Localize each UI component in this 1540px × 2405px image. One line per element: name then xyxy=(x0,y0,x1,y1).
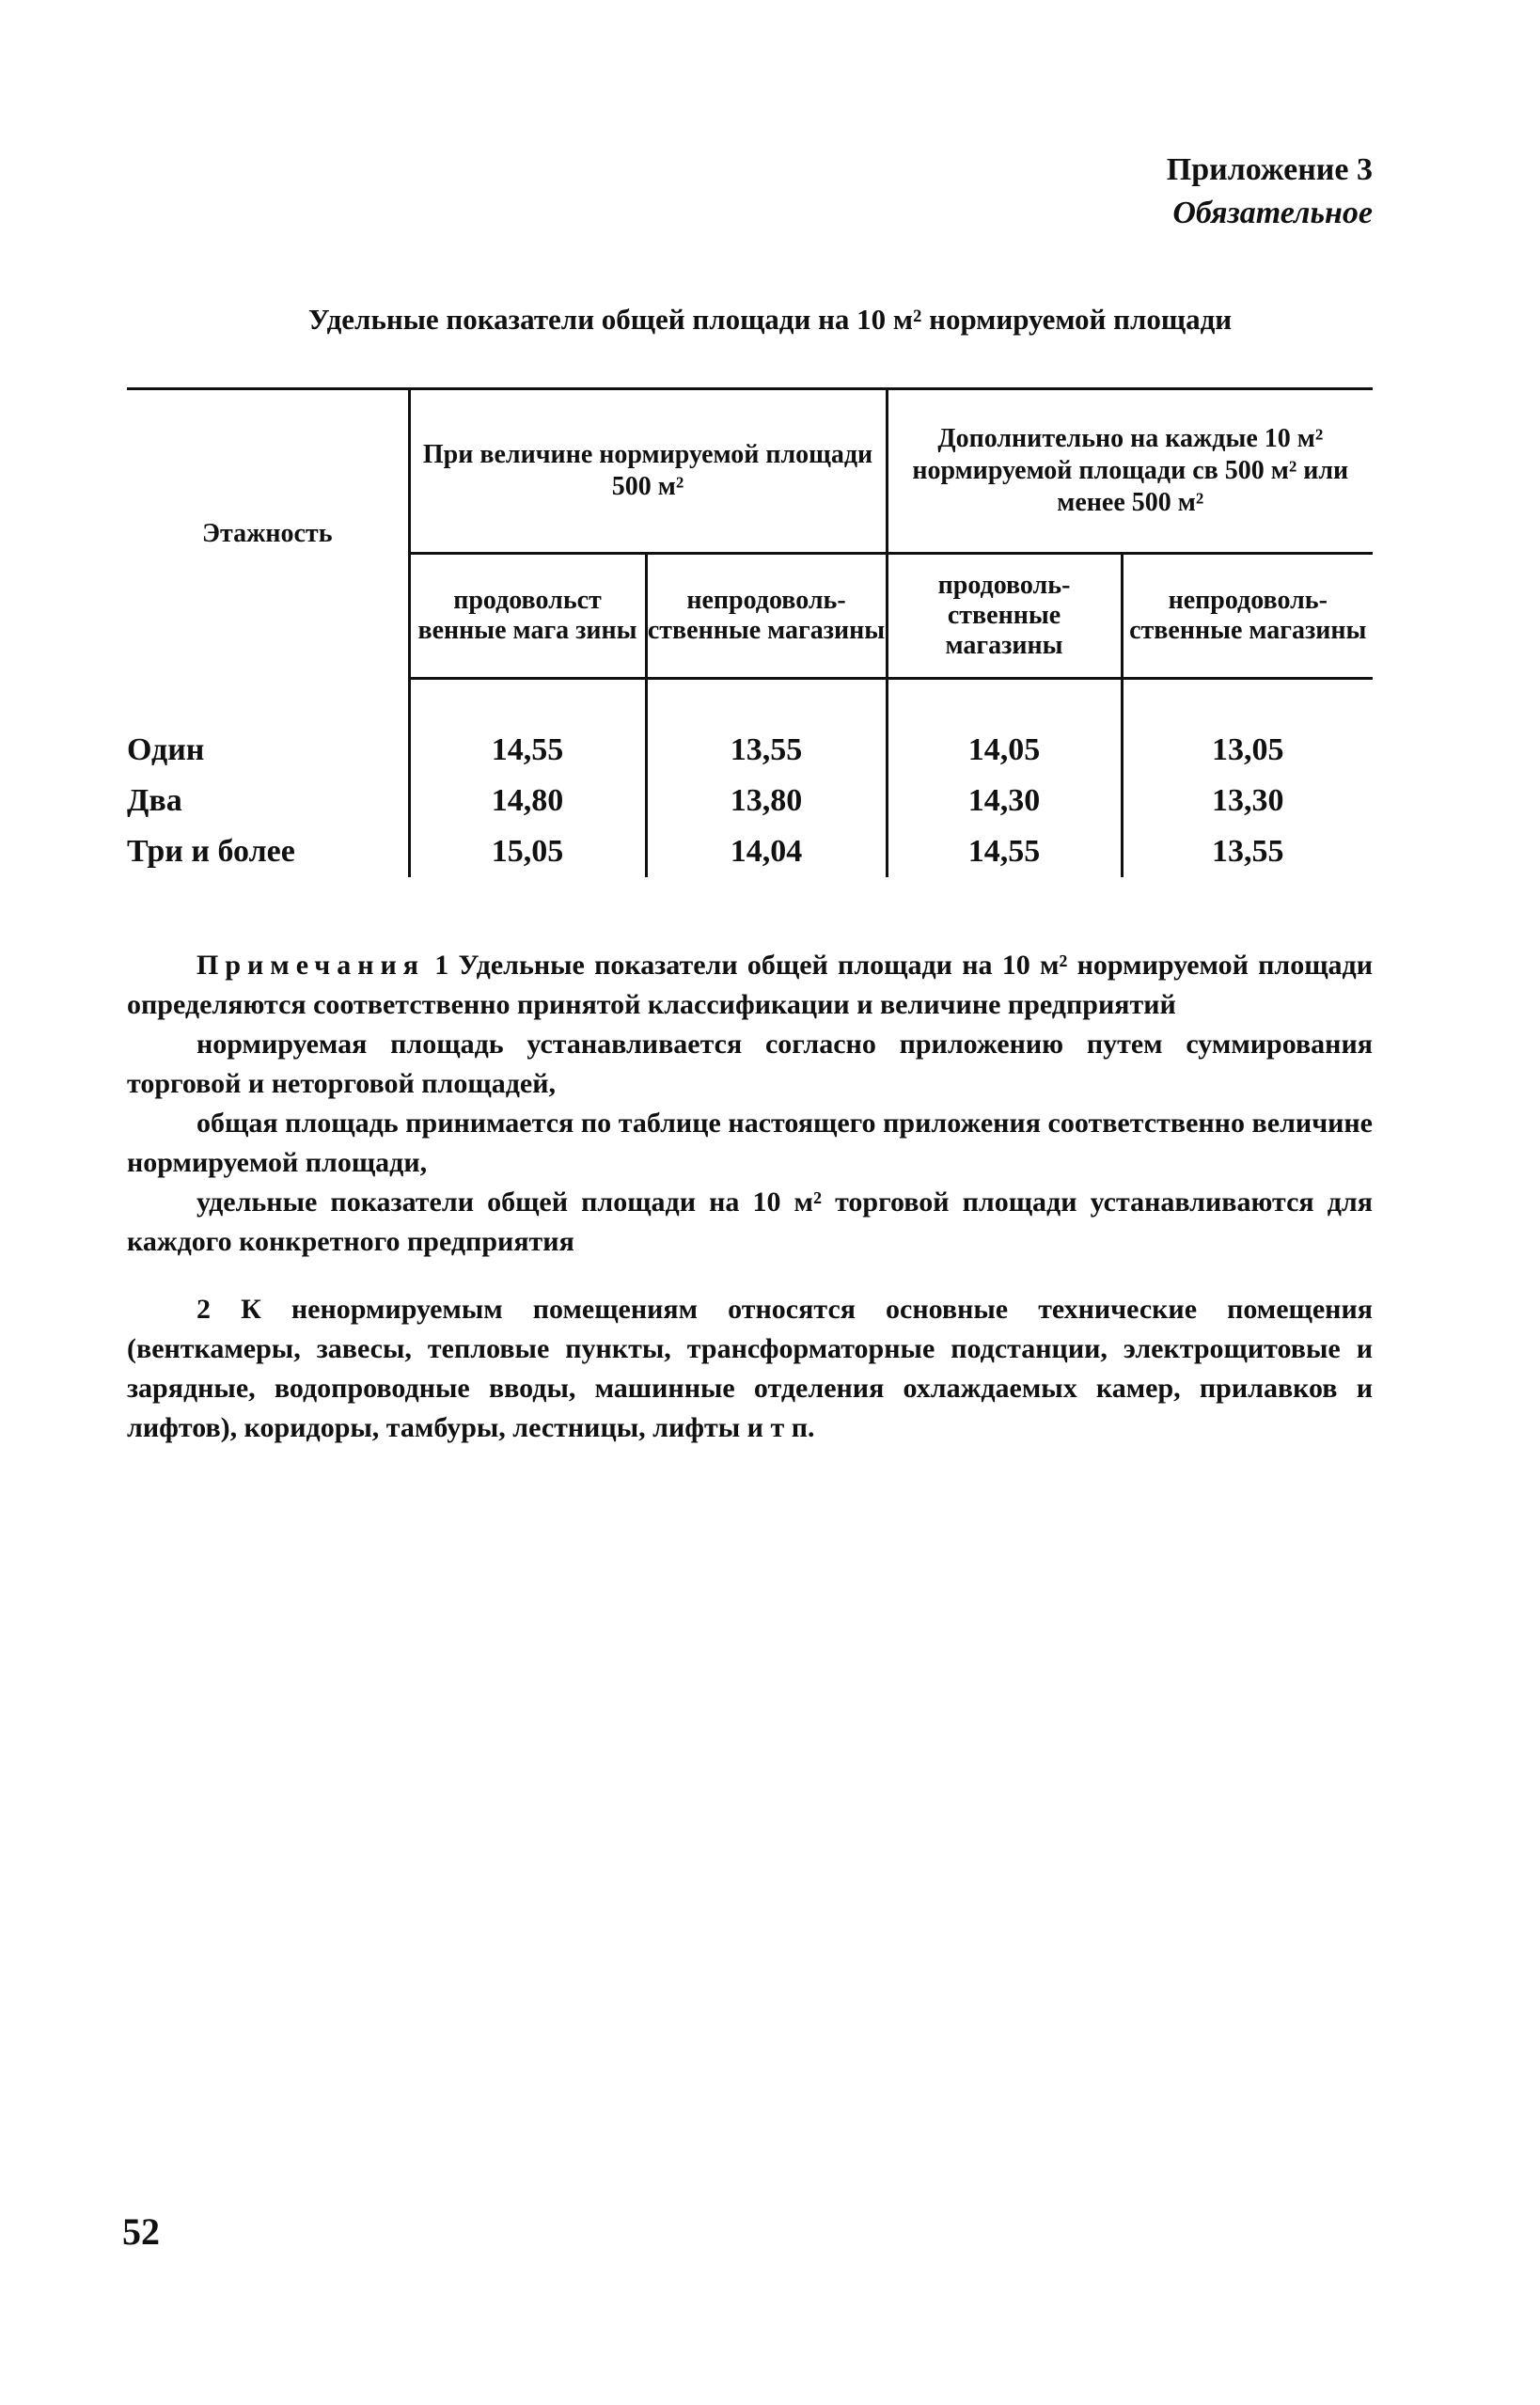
table-cell: 13,05 xyxy=(1122,725,1373,776)
column-group-base: При величине нормируемой площади 500 м² xyxy=(409,389,887,554)
row-label: Два xyxy=(127,783,182,818)
indicators-table xyxy=(127,387,1373,877)
appendix-header xyxy=(1167,149,1373,235)
appendix-status: Обязательное xyxy=(1172,196,1373,230)
table-cell: 14,80 xyxy=(409,776,646,826)
row-label: Три и более xyxy=(127,834,295,869)
table-cell: 13,80 xyxy=(646,776,887,826)
table-cell: 14,30 xyxy=(887,776,1122,826)
row-header: Этажность xyxy=(127,389,409,679)
subheader-nonfood-additional: непродоволь- ственные магазины xyxy=(1122,554,1373,679)
table-cell: 13,30 xyxy=(1122,776,1373,826)
table-cell: 14,04 xyxy=(646,826,887,877)
table-row xyxy=(127,776,1373,826)
note-1 xyxy=(127,946,1373,1025)
note-paragraph: нормируемая площадь устанавливается согласно приложению путем суммирования торговой и неторговой площадей, xyxy=(127,1029,1373,1099)
table-cell: 14,55 xyxy=(887,826,1122,877)
table-cell: 14,05 xyxy=(887,725,1122,776)
table-cell: 14,55 xyxy=(409,725,646,776)
row-label: Один xyxy=(127,732,205,767)
table-title: Удельные показатели общей площади на 10 м² нормируемой площади xyxy=(307,303,1233,336)
note-paragraph: общая площадь принимается по таблице настоящего приложения соответственно величине нормируемой площади, xyxy=(127,1108,1373,1178)
subheader-nonfood: непродоволь- ственные магазины xyxy=(646,554,887,679)
subheader-food: продовольст венные мага зины xyxy=(409,554,646,679)
notes-section xyxy=(127,946,1373,1448)
table-cell: 13,55 xyxy=(1122,826,1373,877)
notes-heading: Примечания xyxy=(196,950,426,981)
column-group-additional: Дополнительно на каждые 10 м² нормируемой площади св 500 м² или менее 500 м² xyxy=(887,389,1373,554)
table-cell: 13,55 xyxy=(646,725,887,776)
subheader-food-additional: продоволь- ственные магазины xyxy=(887,554,1122,679)
appendix-number: Приложение 3 xyxy=(1166,152,1373,187)
page-number: 52 xyxy=(122,2210,160,2253)
table-cell: 15,05 xyxy=(409,826,646,877)
note-1-text: 1 Удельные показатели общей площади на 10 м² нормируемой площади определяются соответственно принятой классификации и величине предприятий xyxy=(127,950,1374,1020)
table-row xyxy=(127,826,1373,877)
note-paragraph: удельные показатели общей площади на 10 м² торговой площади устанавливаются для каждого конкретного предприятия xyxy=(127,1187,1373,1257)
note-2: 2 К ненормируемым помещениям относятся основные технические помещения (венткамеры, завесы, тепловые пункты, трансформаторные подстанции, электрощитовые и зарядные, водопроводные вводы, машинные отделения охлаждаемых камер, прилавков и лифтов), коридоры, тамбуры, лестницы, лифты и т п. xyxy=(127,1294,1373,1443)
table-row xyxy=(127,725,1373,776)
